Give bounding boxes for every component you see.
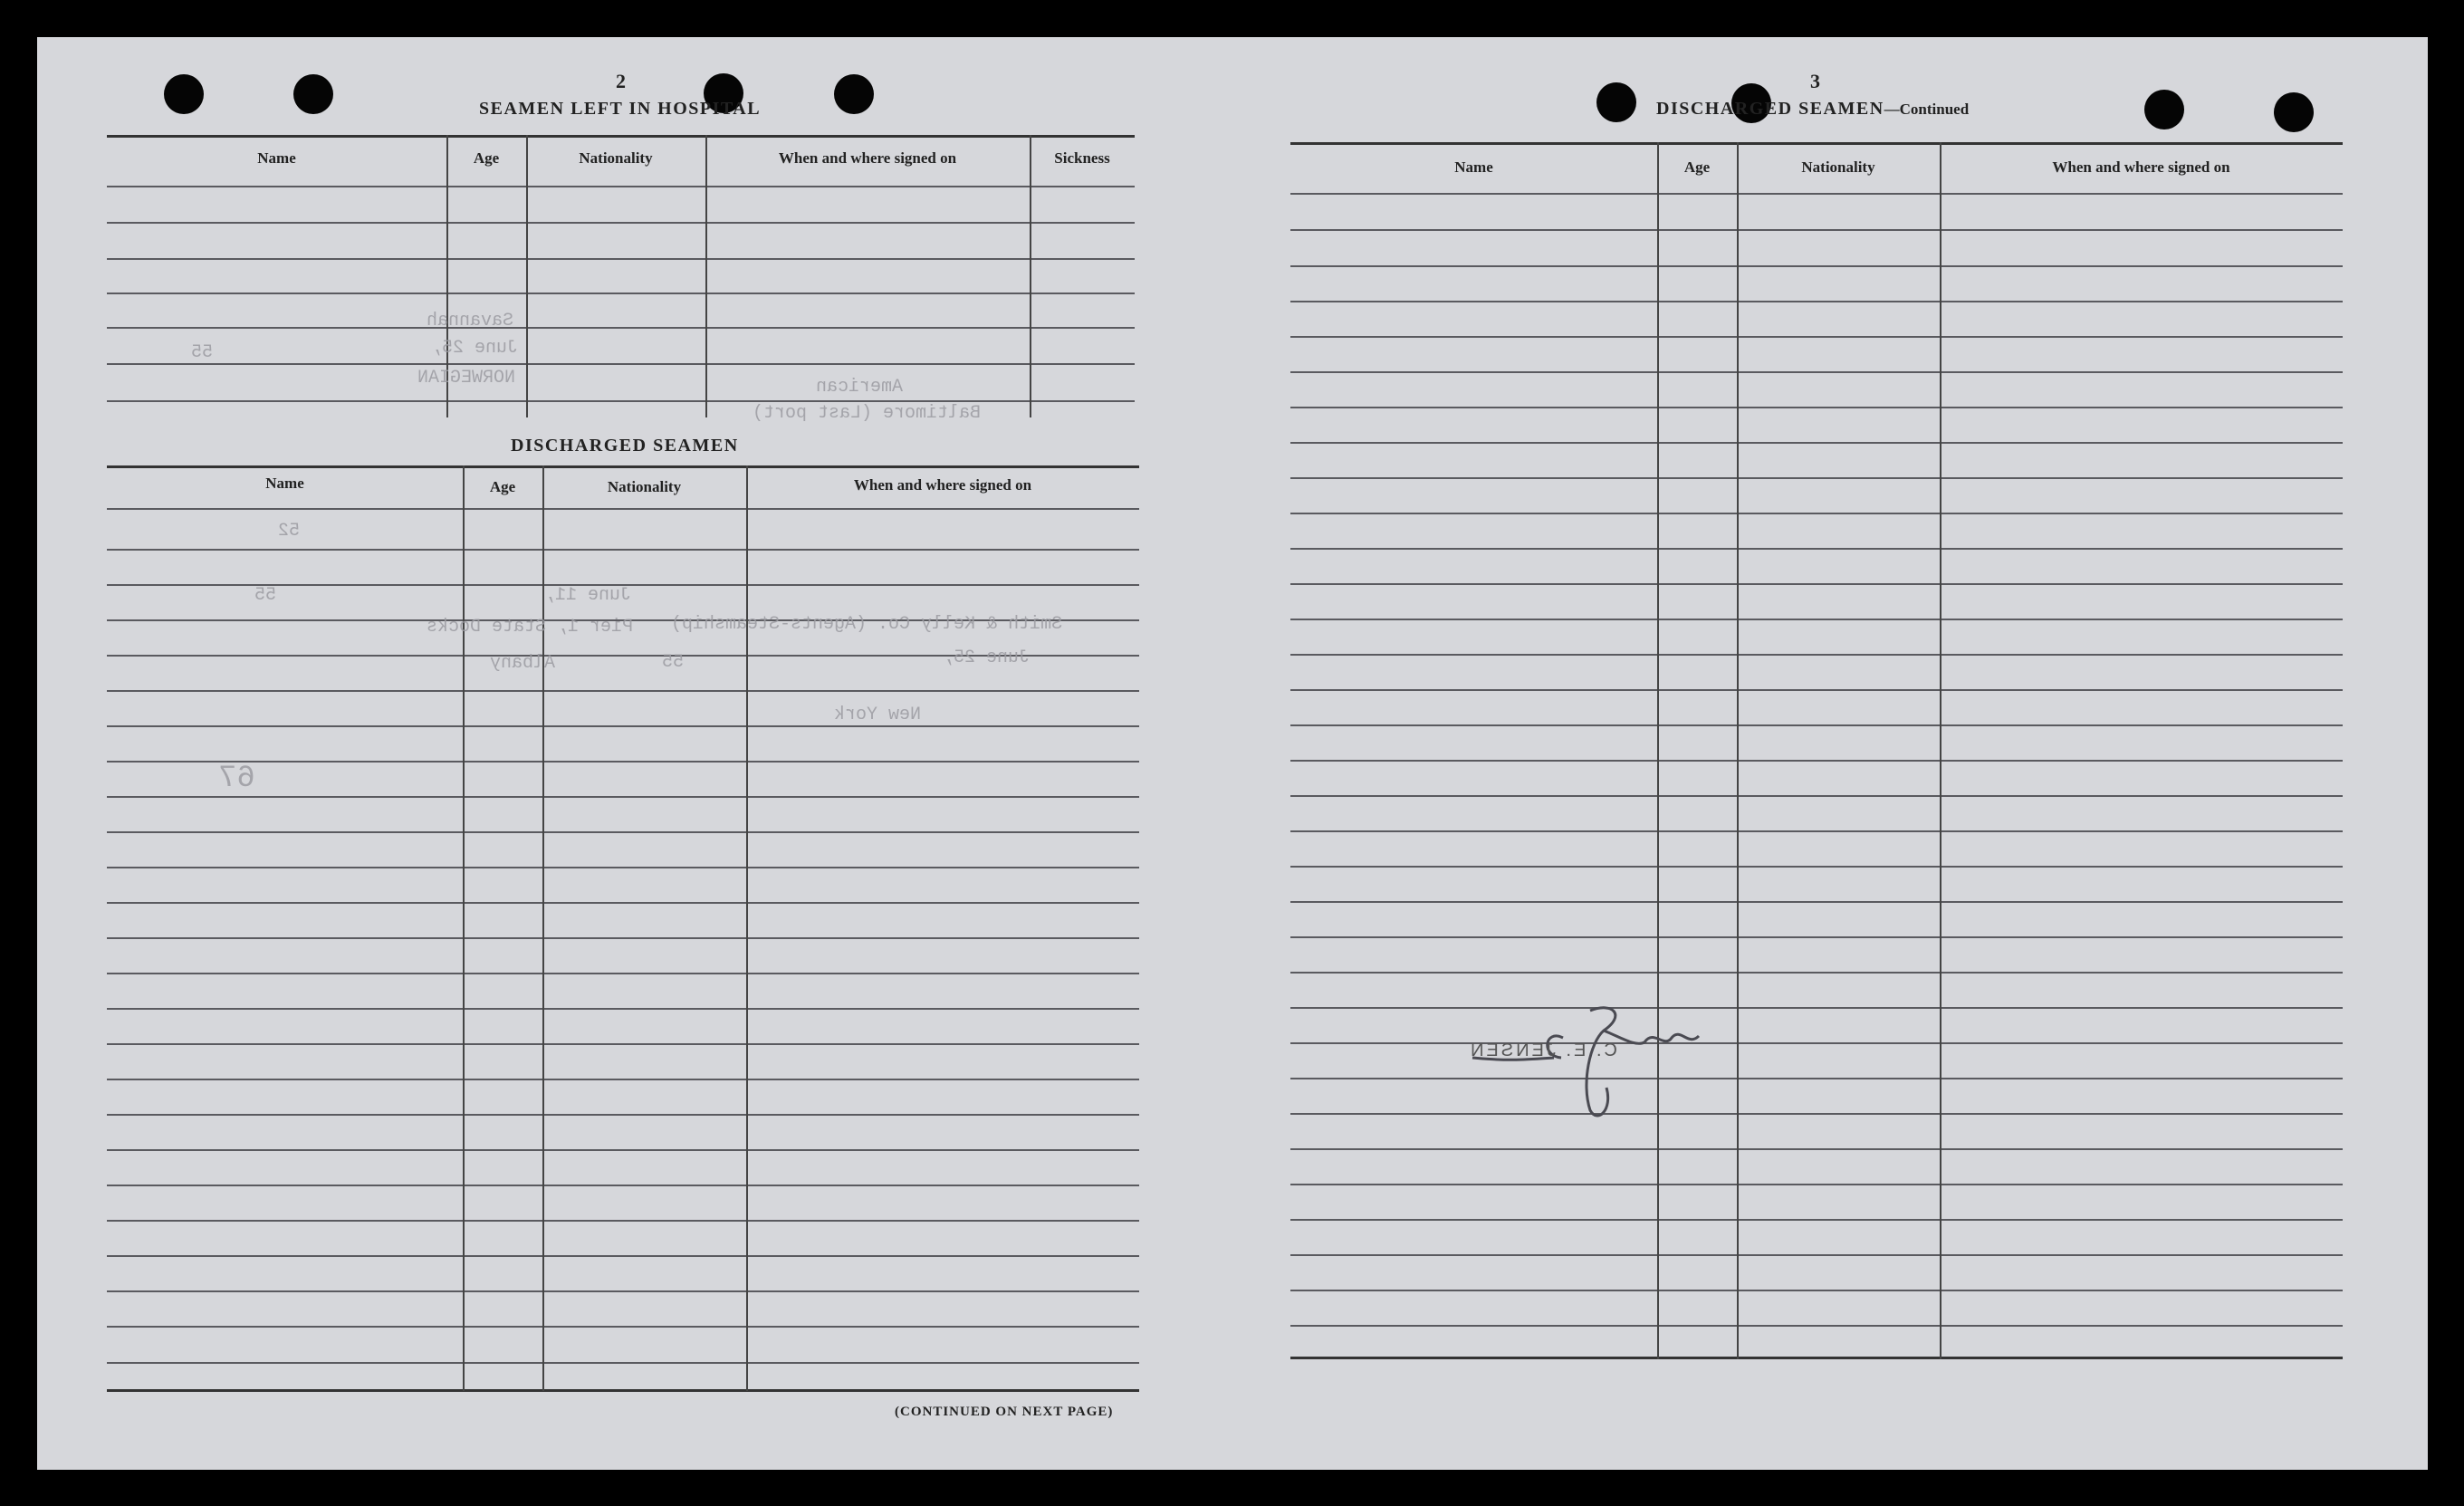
- discharged-table-right: [1290, 142, 2343, 1392]
- column-header-signed-on: When and where signed on: [853, 476, 1032, 494]
- bleed-through-text: 55: [662, 652, 685, 673]
- bleed-through-text: Smith & Kelly Co. (Agents-Steamship): [671, 614, 1063, 635]
- discharged-table-left: [107, 465, 1139, 1404]
- column-header-signed-on: When and where signed on: [2052, 158, 2230, 176]
- continued-footer: (CONTINUED ON NEXT PAGE): [895, 1405, 1114, 1419]
- discharged-continued-title: [1656, 99, 1969, 120]
- bleed-through-text: NORWEGIAN: [417, 368, 516, 388]
- bleed-through-text: Pier 1, State Docks: [427, 617, 634, 638]
- column-header-name: Name: [257, 149, 296, 167]
- bleed-through-text: June 25,: [943, 647, 1031, 668]
- column-header-nationality: Nationality: [579, 149, 653, 167]
- bleed-through-text: New York: [834, 705, 922, 725]
- column-header-nationality: Nationality: [607, 478, 682, 495]
- bleed-through-text: June 25,: [431, 338, 519, 359]
- title-main: DISCHARGED SEAMEN: [1656, 99, 1884, 119]
- bleed-through-text: Albany: [490, 653, 556, 674]
- column-header-age: Age: [489, 478, 516, 495]
- punch-hole: [164, 74, 204, 114]
- bleed-through-text: 52: [278, 521, 301, 542]
- signature-name-stamp: C. E. JENSEN: [1468, 1041, 1617, 1060]
- punch-hole: [834, 74, 874, 114]
- page-number-left: 2: [616, 70, 626, 92]
- document-sheet: [37, 37, 2428, 1470]
- punch-hole: [2144, 90, 2184, 129]
- column-header-age: Age: [1683, 158, 1711, 176]
- bleed-through-text: 67: [218, 762, 255, 796]
- title-suffix: —Continued: [1884, 101, 1970, 118]
- page-number-right: 3: [1810, 70, 1820, 92]
- punch-hole: [1596, 82, 1636, 122]
- column-header-sickness: Sickness: [1054, 149, 1110, 167]
- punch-hole: [2274, 92, 2314, 132]
- column-header-name: Name: [265, 475, 304, 492]
- bleed-through-text: American: [816, 377, 904, 398]
- column-header-signed-on: When and where signed on: [778, 149, 957, 167]
- bleed-through-text: June 11,: [544, 585, 632, 606]
- bleed-through-text: 55: [254, 585, 277, 606]
- bleed-through-text: Savannah: [427, 311, 514, 331]
- discharged-section-title: DISCHARGED SEAMEN: [511, 436, 739, 456]
- column-header-name: Name: [1454, 158, 1493, 176]
- bleed-through-text: 55: [191, 342, 214, 363]
- bleed-through-text: Baltimore (Last port): [753, 403, 982, 424]
- punch-hole: [293, 74, 333, 114]
- hospital-section-title: SEAMEN LEFT IN HOSPITAL: [479, 99, 762, 119]
- column-header-nationality: Nationality: [1801, 158, 1875, 176]
- hospital-table: [107, 135, 1135, 417]
- column-header-age: Age: [473, 149, 500, 167]
